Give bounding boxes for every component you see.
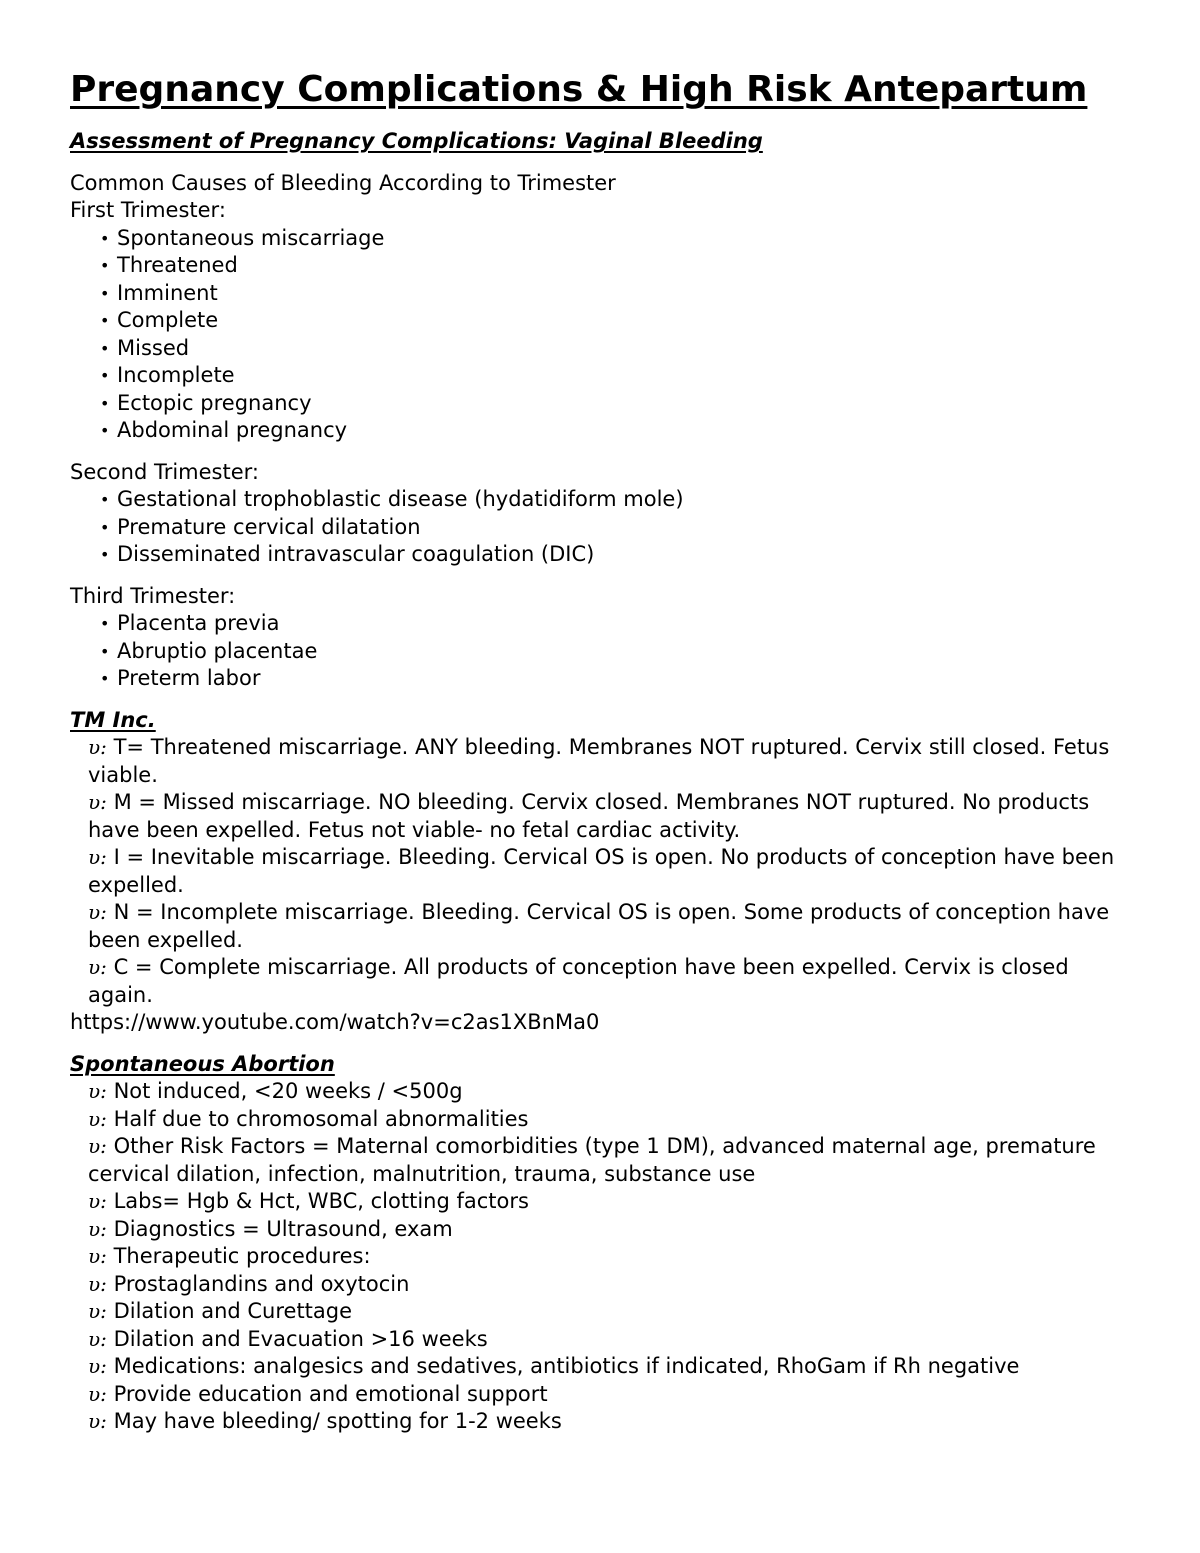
v-bullet-icon: υ: [88,1354,107,1378]
bullet-icon: • [100,228,110,248]
bullet-icon: • [100,545,110,564]
list-item: υ: May have bleeding/ spotting for 1-2 weeks [88,1409,562,1433]
list-item: υ: Dilation and Evacuation >16 weeks [88,1326,488,1351]
section-heading-spontaneous-abortion: Spontaneous Abortion [70,1051,335,1076]
list-item: υ: Prostaglandins and oxytocin [88,1271,410,1296]
v-bullet-icon: υ: [88,900,107,924]
list-item: • Imminent [100,280,1130,308]
v-bullet-icon: υ: [88,1381,107,1406]
v-bullet-icon: υ: [88,1134,107,1158]
list-item: υ: Medications: analgesics and sedatives, antibiotics if indicated, RhoGam if Rh negative [88,1354,1020,1378]
list-item: • Threatened [100,252,1130,280]
page-title: Pregnancy Complications & High Risk Antepartum [70,69,1088,110]
v-bullet-icon: υ: [88,955,107,979]
list-item: υ: Other Risk Factors = Maternal comorbidities (type 1 DM), advanced maternal age, premature cervical dilation, infection, malnutrition, trauma, substance use [88,1134,1096,1186]
v-bullet-icon: υ: [88,790,107,814]
list-item: • Spontaneous miscarriage [100,225,1130,253]
list-item: υ: Half due to chromosomal abnormalities [88,1106,529,1131]
list-item: • Preterm labor [100,665,1130,693]
list-item: • Ectopic pregnancy [100,390,1130,418]
intro-text: Common Causes of Bleeding According to Trimester [70,170,616,195]
list-item: υ: N = Incomplete miscarriage. Bleeding. Cervical OS is open. Some products of conception have been expelled. [88,900,1110,952]
list-item: υ: Dilation and Curettage [88,1299,353,1323]
list-item: • Premature cervical dilatation [100,514,1130,542]
bullet-icon: • [100,517,110,537]
first-trimester-label: First Trimester: [70,198,226,222]
second-trimester-label: Second Trimester: [70,459,259,484]
list-item: υ: M = Missed miscarriage. NO bleeding. Cervix closed. Membranes NOT ruptured. No products have been expelled. Fetus not viable- no fetal cardiac activity. [88,790,1090,842]
list-item: • Missed [100,335,1130,363]
video-link[interactable]: https://www.youtube.com/watch?v=c2as1XBnMa0 [70,1010,600,1034]
list-item: • Placenta previa [100,610,1130,638]
v-bullet-icon: υ: [88,845,107,869]
list-item: υ: Not induced, <20 weeks / <500g [88,1079,463,1103]
list-item: υ: Provide education and emotional support [88,1381,548,1406]
list-item: υ: Labs= Hgb & Hct, WBC, clotting factors [88,1189,529,1213]
v-bullet-icon: υ: [88,1189,107,1213]
list-item: υ: C = Complete miscarriage. All products of conception have been expelled. Cervix is closed again. [88,955,1069,1007]
v-bullet-icon: υ: [88,735,107,759]
list-item: • Gestational trophoblastic disease (hydatidiform mole) [100,486,1130,514]
bullet-icon: • [100,490,110,509]
v-bullet-icon: υ: [88,1244,107,1268]
third-trimester-label: Third Trimester: [70,583,236,608]
second-trimester-list [70,486,1130,569]
document-page [70,66,1130,1436]
bullet-icon: • [100,421,110,440]
list-item: • Abdominal pregnancy [100,417,1130,445]
list-item: υ: I = Inevitable miscarriage. Bleeding. Cervical OS is open. No products of conception have been expelled. [88,845,1115,897]
v-bullet-icon: υ: [88,1409,107,1433]
v-bullet-icon: υ: [88,1271,107,1296]
v-bullet-icon: υ: [88,1106,107,1131]
list-item: υ: Therapeutic procedures: [88,1244,371,1268]
section-heading-tm-inc: TM Inc. [70,707,156,732]
bullet-icon: • [100,311,110,330]
list-item: υ: Diagnostics = Ultrasound, exam [88,1216,453,1241]
bullet-icon: • [100,669,110,688]
section-heading-vaginal-bleeding: Assessment of Pregnancy Complications: Vaginal Bleeding [70,129,763,153]
bullet-icon: • [100,366,110,385]
list-item: υ: T= Threatened miscarriage. ANY bleeding. Membranes NOT ruptured. Cervix still closed. Fetus viable. [88,735,1110,787]
v-bullet-icon: υ: [88,1079,107,1103]
list-item: • Complete [100,307,1130,335]
bullet-icon: • [100,256,110,275]
first-trimester-list [70,225,1130,445]
bullet-icon: • [100,338,110,358]
list-item: • Disseminated intravascular coagulation (DIC) [100,541,1130,569]
bullet-icon: • [100,641,110,661]
bullet-icon: • [100,393,110,413]
v-bullet-icon: υ: [88,1216,107,1241]
list-item: • Incomplete [100,362,1130,390]
list-item: • Abruptio placentae [100,638,1130,666]
bullet-icon: • [100,283,110,303]
v-bullet-icon: υ: [88,1299,107,1323]
bullet-icon: • [100,614,110,633]
v-bullet-icon: υ: [88,1326,107,1351]
third-trimester-list [70,610,1130,693]
